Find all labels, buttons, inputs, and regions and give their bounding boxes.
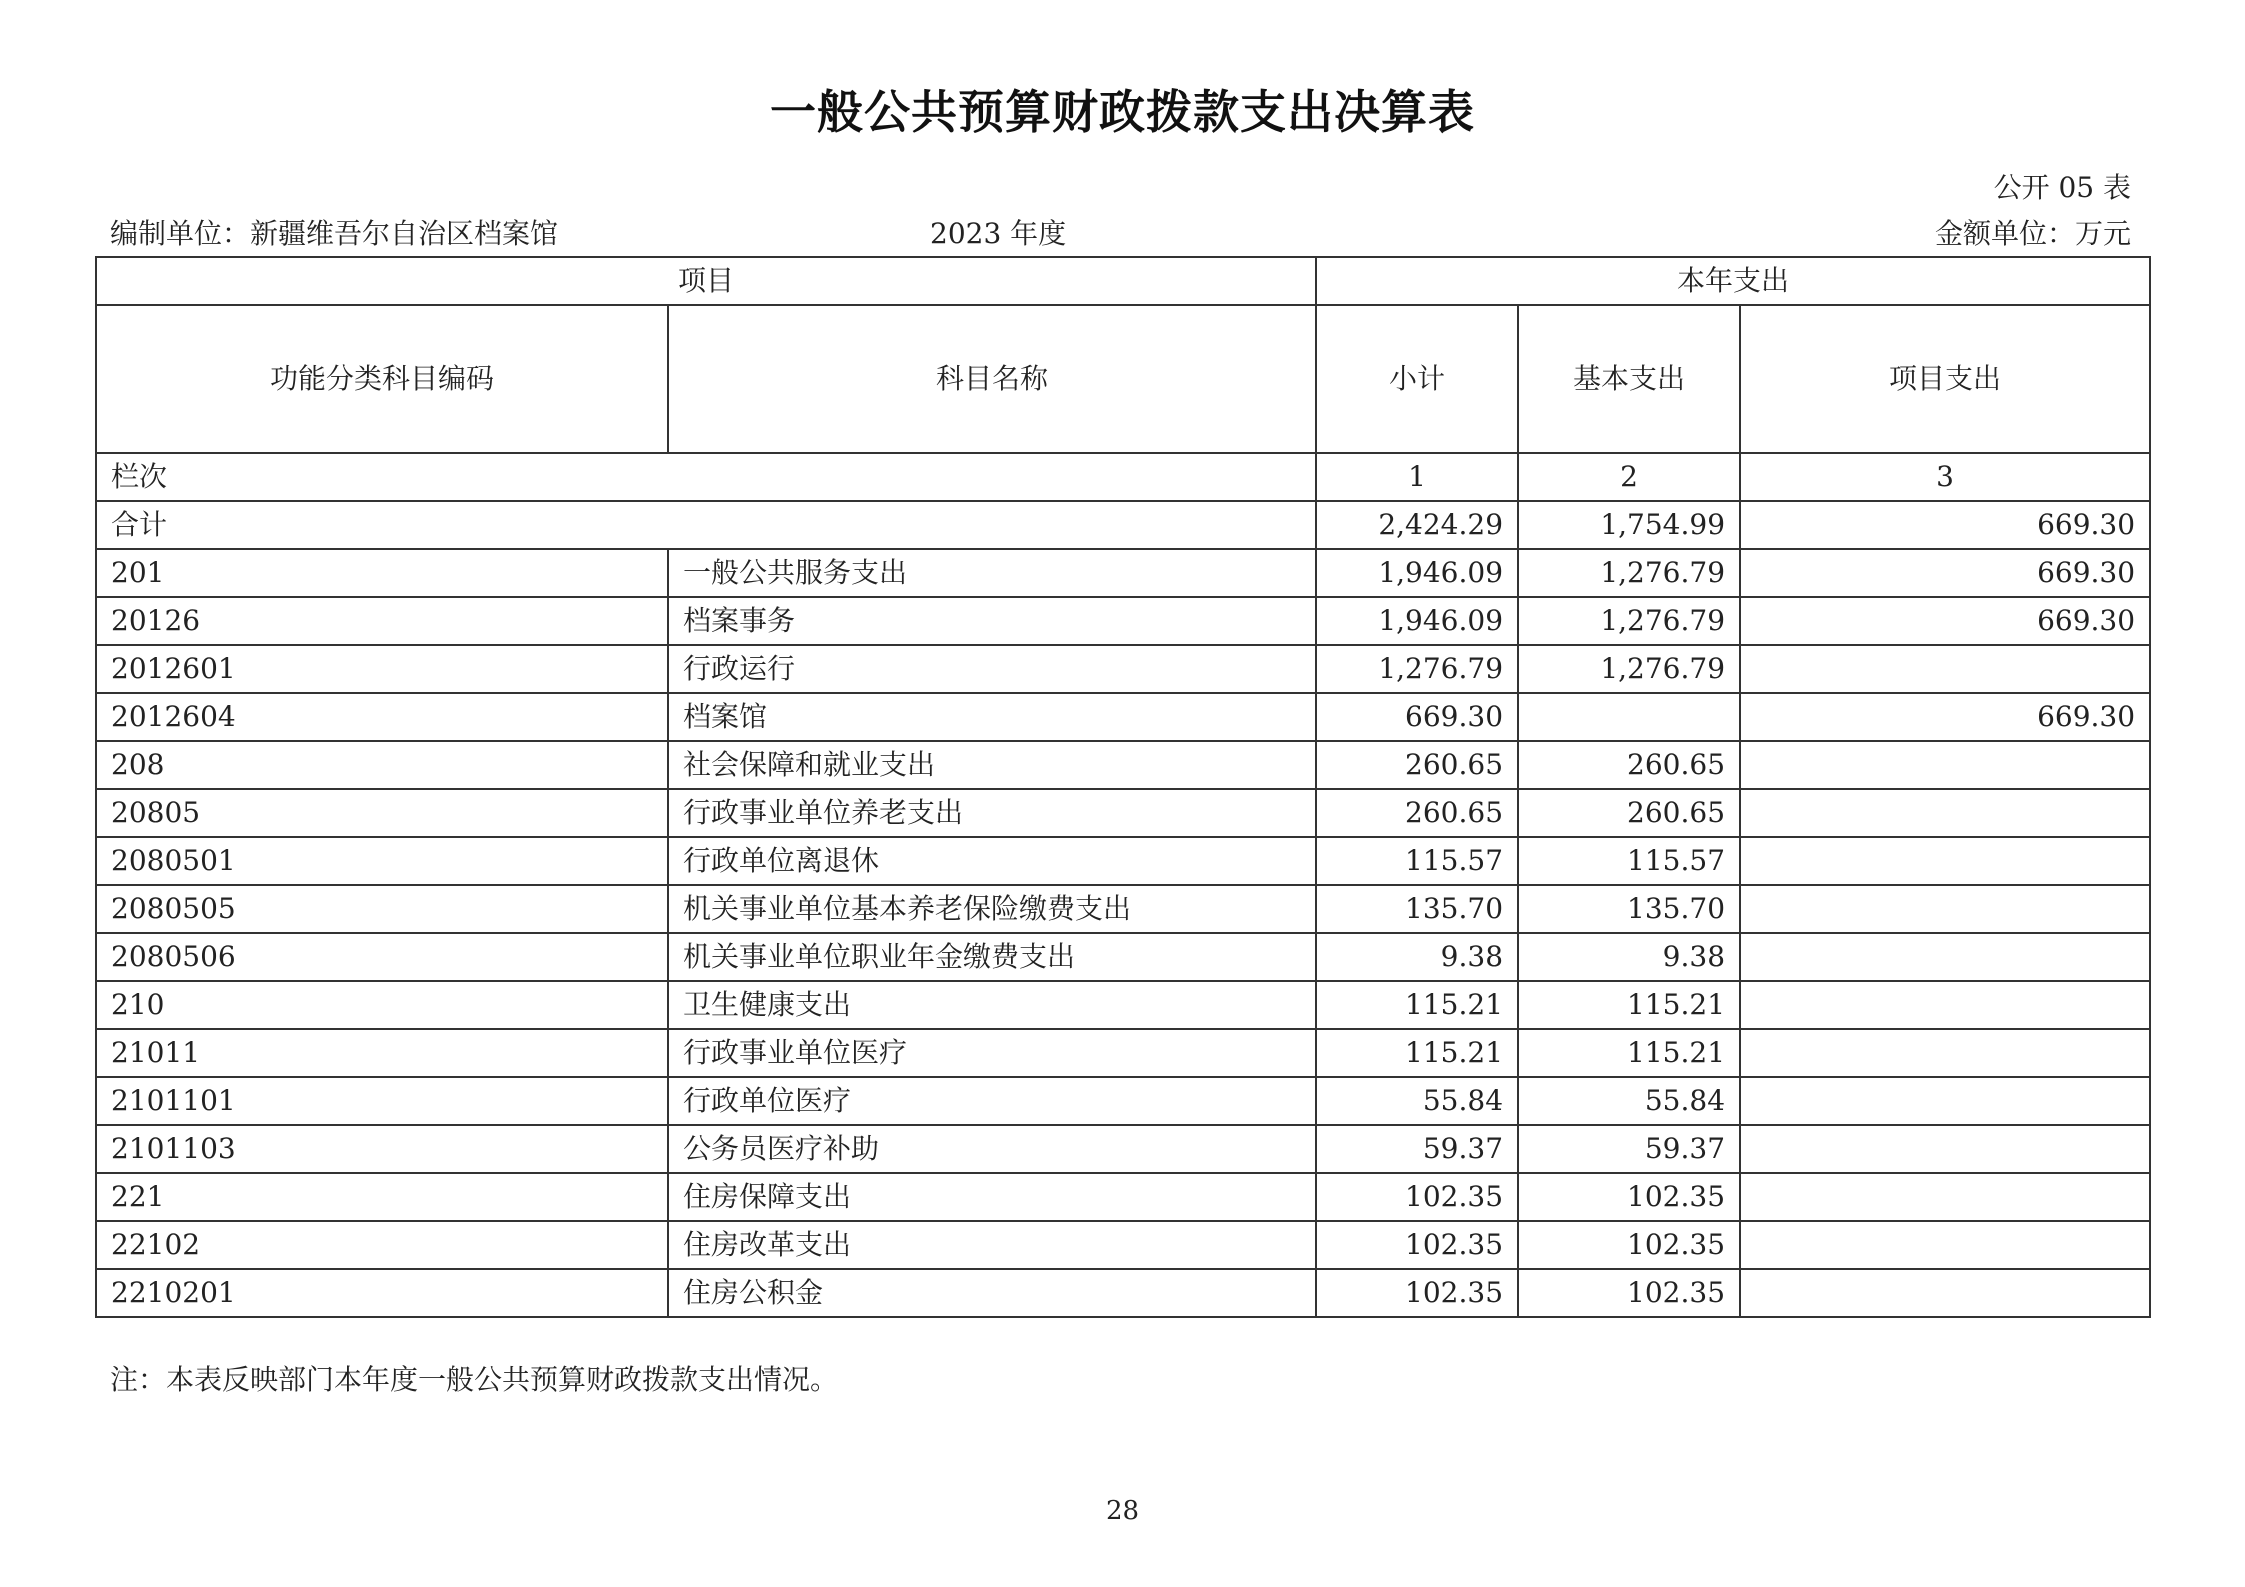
table-row — [96, 1221, 2150, 1269]
row-code: 2080505 — [96, 885, 668, 933]
row-code: 20126 — [96, 597, 668, 645]
total-subtotal: 2,424.29 — [1316, 501, 1518, 549]
table-row — [96, 549, 2150, 597]
row-name: 行政运行 — [668, 645, 1316, 693]
row-subtotal: 9.38 — [1316, 933, 1518, 981]
row-subtotal: 59.37 — [1316, 1125, 1518, 1173]
row-subtotal: 1,276.79 — [1316, 645, 1518, 693]
row-name: 行政事业单位养老支出 — [668, 789, 1316, 837]
row-subtotal: 260.65 — [1316, 741, 1518, 789]
table-row — [96, 1077, 2150, 1125]
total-label: 合计 — [96, 501, 1316, 549]
row-code: 20805 — [96, 789, 668, 837]
row-basic: 9.38 — [1518, 933, 1740, 981]
row-basic: 1,276.79 — [1518, 549, 1740, 597]
sequence-1: 1 — [1316, 453, 1518, 501]
row-code: 2080506 — [96, 933, 668, 981]
col-subtotal-header: 小计 — [1316, 305, 1518, 453]
table-row — [96, 741, 2150, 789]
row-project: 669.30 — [1740, 597, 2150, 645]
col-code-header: 功能分类科目编码 — [96, 305, 668, 453]
row-name: 行政事业单位医疗 — [668, 1029, 1316, 1077]
table-row — [96, 1125, 2150, 1173]
col-basic-header: 基本支出 — [1518, 305, 1740, 453]
row-code: 2012604 — [96, 693, 668, 741]
row-basic: 115.21 — [1518, 981, 1740, 1029]
row-subtotal: 115.57 — [1316, 837, 1518, 885]
row-code: 208 — [96, 741, 668, 789]
form-number: 公开 05 表 — [1993, 171, 2131, 204]
row-project — [1740, 837, 2150, 885]
row-name: 社会保障和就业支出 — [668, 741, 1316, 789]
row-name: 机关事业单位职业年金缴费支出 — [668, 933, 1316, 981]
sequence-label: 栏次 — [96, 453, 1316, 501]
table-row — [96, 597, 2150, 645]
row-project — [1740, 1077, 2150, 1125]
page-title: 一般公共预算财政拨款支出决算表 — [770, 85, 1475, 139]
row-subtotal: 55.84 — [1316, 1077, 1518, 1125]
header-project: 项目 — [96, 257, 1316, 305]
row-code: 2101101 — [96, 1077, 668, 1125]
row-subtotal: 260.65 — [1316, 789, 1518, 837]
fiscal-year: 2023 年度 — [930, 217, 1067, 250]
row-project — [1740, 933, 2150, 981]
row-name: 档案事务 — [668, 597, 1316, 645]
row-code: 201 — [96, 549, 668, 597]
expenditure-table — [95, 256, 2151, 1318]
table-row — [96, 933, 2150, 981]
row-code: 2080501 — [96, 837, 668, 885]
row-project — [1740, 741, 2150, 789]
row-basic: 55.84 — [1518, 1077, 1740, 1125]
row-subtotal: 1,946.09 — [1316, 549, 1518, 597]
row-basic: 59.37 — [1518, 1125, 1740, 1173]
row-code: 210 — [96, 981, 668, 1029]
col-name-header: 科目名称 — [668, 305, 1316, 453]
row-name: 住房改革支出 — [668, 1221, 1316, 1269]
header-row-1 — [96, 257, 2150, 305]
row-subtotal: 115.21 — [1316, 981, 1518, 1029]
row-project — [1740, 1221, 2150, 1269]
sequence-row — [96, 453, 2150, 501]
row-project: 669.30 — [1740, 693, 2150, 741]
header-current-year: 本年支出 — [1316, 257, 2150, 305]
row-project — [1740, 1269, 2150, 1317]
table-note: 注：本表反映部门本年度一般公共预算财政拨款支出情况。 — [110, 1363, 839, 1396]
row-code: 221 — [96, 1173, 668, 1221]
row-code: 22102 — [96, 1221, 668, 1269]
row-code: 2101103 — [96, 1125, 668, 1173]
row-name: 档案馆 — [668, 693, 1316, 741]
total-row — [96, 501, 2150, 549]
row-basic: 260.65 — [1518, 789, 1740, 837]
row-basic: 115.21 — [1518, 1029, 1740, 1077]
table-row — [96, 789, 2150, 837]
money-unit: 金额单位：万元 — [1934, 217, 2131, 250]
total-basic: 1,754.99 — [1518, 501, 1740, 549]
row-project — [1740, 645, 2150, 693]
row-basic: 102.35 — [1518, 1269, 1740, 1317]
row-project — [1740, 1029, 2150, 1077]
table-row — [96, 645, 2150, 693]
row-name: 一般公共服务支出 — [668, 549, 1316, 597]
row-project: 669.30 — [1740, 549, 2150, 597]
row-name: 住房公积金 — [668, 1269, 1316, 1317]
total-project: 669.30 — [1740, 501, 2150, 549]
row-subtotal: 102.35 — [1316, 1221, 1518, 1269]
row-code: 2012601 — [96, 645, 668, 693]
header-row-2 — [96, 305, 2150, 453]
row-basic: 135.70 — [1518, 885, 1740, 933]
row-project — [1740, 1125, 2150, 1173]
row-subtotal: 102.35 — [1316, 1269, 1518, 1317]
table-row — [96, 837, 2150, 885]
row-project — [1740, 981, 2150, 1029]
table-row — [96, 1173, 2150, 1221]
row-basic: 102.35 — [1518, 1173, 1740, 1221]
row-basic: 260.65 — [1518, 741, 1740, 789]
row-subtotal: 115.21 — [1316, 1029, 1518, 1077]
page-number: 28 — [1105, 1496, 1140, 1526]
report-meta — [110, 212, 2131, 252]
row-code: 21011 — [96, 1029, 668, 1077]
row-name: 卫生健康支出 — [668, 981, 1316, 1029]
row-name: 住房保障支出 — [668, 1173, 1316, 1221]
row-name: 公务员医疗补助 — [668, 1125, 1316, 1173]
table-row — [96, 693, 2150, 741]
table-row — [96, 885, 2150, 933]
row-basic: 115.57 — [1518, 837, 1740, 885]
compiling-unit: 编制单位：新疆维吾尔自治区档案馆 — [110, 217, 559, 250]
row-name: 行政单位医疗 — [668, 1077, 1316, 1125]
row-subtotal: 135.70 — [1316, 885, 1518, 933]
sequence-3: 3 — [1740, 453, 2150, 501]
col-project-header: 项目支出 — [1740, 305, 2150, 453]
row-subtotal: 102.35 — [1316, 1173, 1518, 1221]
row-name: 行政单位离退休 — [668, 837, 1316, 885]
table-row — [96, 1029, 2150, 1077]
table-row — [96, 981, 2150, 1029]
row-project — [1740, 885, 2150, 933]
row-project — [1740, 1173, 2150, 1221]
row-subtotal: 1,946.09 — [1316, 597, 1518, 645]
row-basic: 102.35 — [1518, 1221, 1740, 1269]
sequence-2: 2 — [1518, 453, 1740, 501]
table-row — [96, 1269, 2150, 1317]
row-code: 2210201 — [96, 1269, 668, 1317]
row-subtotal: 669.30 — [1316, 693, 1518, 741]
row-basic: 1,276.79 — [1518, 645, 1740, 693]
row-basic — [1518, 693, 1740, 741]
row-basic: 1,276.79 — [1518, 597, 1740, 645]
row-name: 机关事业单位基本养老保险缴费支出 — [668, 885, 1316, 933]
row-project — [1740, 789, 2150, 837]
